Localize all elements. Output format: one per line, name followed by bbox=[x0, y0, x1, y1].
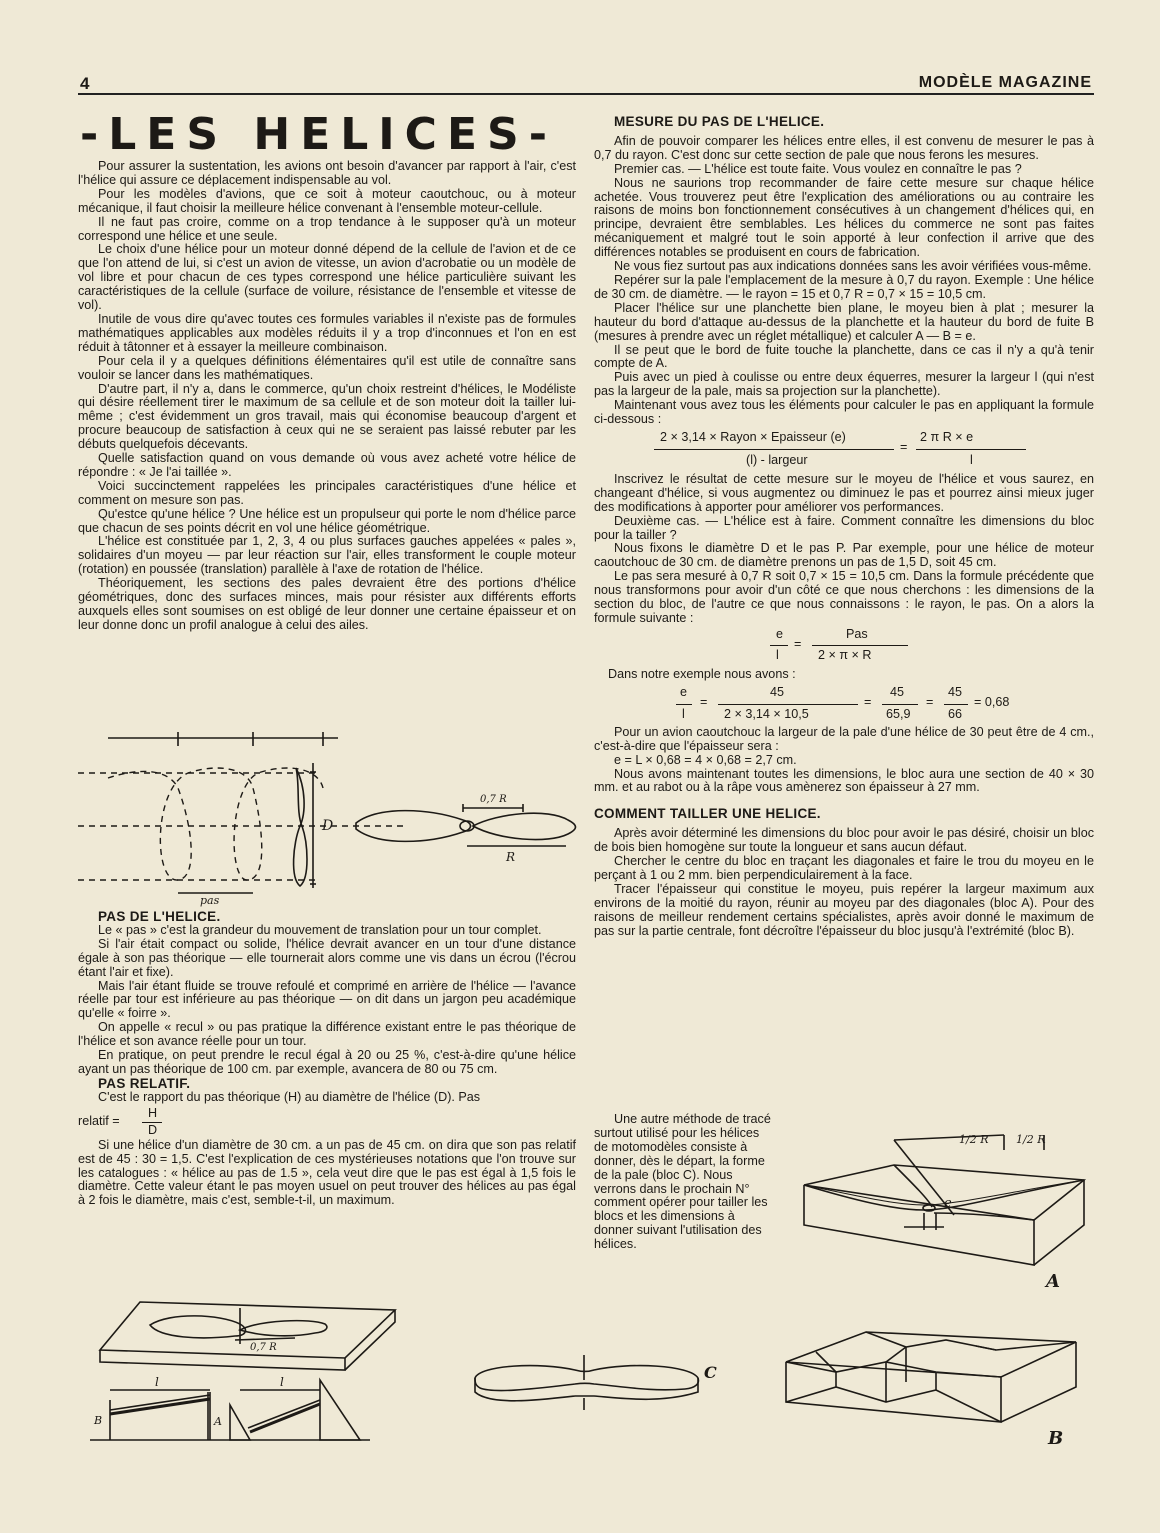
paragraph: Il ne faut pas croire, comme on a trop tendance à le supposer qu'à un moteur correspond une hélice et une seule. bbox=[78, 214, 576, 243]
tailler-wrap-text: Une autre méthode de tracé surtout utilisé pour les hélices de motomodèles consiste à donner, dès le départ, la forme de la pale (bloc C). Nous verrons dans le prochain N° comment opérer pour tailler les blocs et les dimensions à donner suivant l'utilisation des hélices. bbox=[594, 1112, 771, 1252]
magazine-name: MODÈLE MAGAZINE bbox=[918, 74, 1092, 91]
formula-example: e l = 45 2 × 3,14 × 10,5 = 45 65,9 = 45 66 = 0,68 bbox=[594, 684, 1094, 724]
mesure-paragraphs-3 bbox=[594, 726, 1094, 796]
relatif-den: D bbox=[148, 1122, 158, 1137]
paragraph: Mais l'air étant fluide se trouve refoulé et comprimé en arrière de l'hélice — l'avance réelle par tour est inférieure au pas théorique — on dit dans un jargon peu académique qu'elle « foirre ». bbox=[78, 978, 576, 1021]
paragraph: Théoriquement, les sections des pales devraient être des portions d'hélice géométriques, donc des surfaces minces, mais pour résister aux différents efforts auxquels elles sont soumises on est obligé de leur donner une certaine épaisseur et on leur donne donc un profil analogue à celui des ailes. bbox=[78, 576, 576, 632]
mesure-paragraphs bbox=[594, 135, 1094, 427]
paragraph: On appelle « recul » ou pas pratique la différence existant entre le pas théorique de l'hélice et son avance réelle pour un tour. bbox=[78, 1020, 576, 1049]
left-column-lower bbox=[78, 910, 576, 1208]
figure-block-a bbox=[784, 1125, 1094, 1300]
paragraph: Pour cela il y a quelques définitions élémentaires qu'il est utile de connaître sans vouloir se lancer dans les mathématiques. bbox=[78, 353, 576, 382]
left-column bbox=[78, 160, 576, 633]
label-r: R bbox=[506, 850, 516, 864]
relatif-formula bbox=[78, 1107, 576, 1137]
paragraph: Pour les modèles d'avions, que ce soit à moteur caoutchouc, ou à moteur mécanique, il faut choisir la meilleure hélice convenant à l'ensemble moteur-cellule. bbox=[78, 186, 576, 215]
paragraph: e = L × 0,68 = 4 × 0,68 = 2,7 cm. bbox=[614, 752, 797, 767]
figure-blade-shape bbox=[470, 1350, 730, 1430]
pas-paragraphs bbox=[78, 924, 576, 1077]
paragraph: Si l'air était compact ou solide, l'hélice devrait avancer en un tour d'une distance égale à son pas théorique — elle tournerait alors comme une vis dans un écrou (l'écrou étant l'air et fixe). bbox=[78, 936, 576, 979]
intro-paragraphs bbox=[78, 160, 576, 633]
right-column bbox=[594, 115, 1094, 939]
paragraph: Il se peut que le bord de fuite touche la planchette, dans ce cas il n'y a qu'à tenir compte de A. bbox=[594, 342, 1094, 371]
exemple-line: Dans notre exemple nous avons : bbox=[608, 666, 796, 681]
paragraph: Après avoir déterminé les dimensions du bloc pour avoir le pas désiré, choisir un bloc de bois bien homogène sur toute la longueur et sans aucun défaut. bbox=[594, 826, 1094, 855]
label-bottom-a: A bbox=[214, 1415, 222, 1428]
article-title: -LES HELICES- bbox=[80, 109, 557, 160]
tailler-paragraphs bbox=[594, 827, 1094, 938]
paragraph: Pour un avion caoutchouc la largeur de la pale d'une hélice de 30 peut être de 4 cm., c'est-à-dire que l'épaisseur sera : bbox=[594, 724, 1094, 753]
paragraph: Premier cas. — L'hélice est toute faite. Vous voulez en connaître le pas ? bbox=[614, 161, 1022, 176]
paragraph: Tracer l'épaisseur qui constitue le moyeu, puis repérer la largeur maximum aux environs de la moitié du rayon, réunir au moyeu par des diagonales (bloc A). Pour des raisons de meilleur rendement certains spécialistes, après avoir donné le maximum de pas sur la partie centrale, font décroître l'épaisseur du bloc jusqu'à l'extrémité (bloc B). bbox=[594, 881, 1094, 938]
paragraph: Le pas sera mesuré à 0,7 R soit 0,7 × 15 = 10,5 cm. Dans la formule précédente que nous transformons pour avoir d'un côté ce que nous cherchons : les dimensions de la section du bloc, de l'autre ce que nous connaissons : le rayon, le pas. On a alors la formule suivante : bbox=[594, 569, 1094, 625]
paragraph: Afin de pouvoir comparer les hélices entre elles, il est convenu de mesurer le pas à 0,7 du rayon. C'est donc sur cette section de pale que nous ferons les mesures. bbox=[594, 133, 1094, 162]
label-bottom-07r: 0,7 R bbox=[250, 1342, 277, 1353]
relatif-line: C'est le rapport du pas théorique (H) au diamètre de l'hélice (D). Pas bbox=[98, 1089, 481, 1104]
label-bottom-l: l bbox=[155, 1375, 159, 1389]
paragraph: Inscrivez le résultat de cette mesure sur le moyeu de l'hélice et vous saurez, en changeant d'hélice, si vous augmentez ou diminuez le pas et pourrez ainsi mieux juger des modifications à apporter pour améliorer vos performances. bbox=[594, 471, 1094, 514]
label-half-r-2: 1/2 R bbox=[1016, 1133, 1046, 1146]
paragraph: Ne vous fiez surtout pas aux indications données sans les avoir vérifiées vous-même. bbox=[614, 259, 1092, 274]
formula-pitch: 2 × 3,14 × Rayon × Epaisseur (e) (l) - largeur = 2 π R × e l bbox=[594, 429, 1094, 471]
paragraph: En pratique, on peut prendre le recul égal à 20 ou 25 %, c'est-à-dire qu'une hélice ayant un pas théorique de 100 cm. par exemple, avancera de 80 ou 75 cm. bbox=[78, 1048, 576, 1076]
label-d: D bbox=[322, 818, 334, 834]
relatif-paragraph: Si une hélice d'un diamètre de 30 cm. a un pas de 45 cm. on dira que son pas relatif est de 45 : 30 = 1,5. C'est l'explication de ces mystérieuses notations que l'on trouve sur les catalogues : « hélice au pas de 1.5 », cela veut dire que le pas est égal à 1,5 fois le diamètre. Cette valeur étant le pas moyen usuel on peut trouver des hélices au pas égal à 2 fois le diamètre, mais c'est, semble-t-il, un maximum. bbox=[78, 1137, 576, 1208]
label-half-r-1: 1/2 R bbox=[959, 1133, 989, 1146]
paragraph: Quelle satisfaction quand on vous demande où vous avez acheté votre hélice de répondre : « Je l'ai taillée ». bbox=[78, 451, 576, 479]
paragraph: Placer l'hélice sur une planchette bien plane, le moyeu bien à plat ; mesurer la hauteur du bord d'attaque au-dessus de la planchette et la hauteur du bord de fuite B (mesures à prendre avec un réglet métallique) et calculer A — B = e. bbox=[594, 300, 1094, 343]
label-block-a: A bbox=[1046, 1271, 1060, 1292]
mesure-paragraphs-2 bbox=[594, 473, 1094, 626]
paragraph: Pour assurer la sustentation, les avions ont besoin d'avancer par rapport à l'air, c'est l'hélice qui assure ce déplacement indispensable au vol. bbox=[78, 159, 576, 187]
tailler-heading: COMMENT TAILLER UNE HELICE. bbox=[594, 806, 821, 822]
header-rule bbox=[78, 93, 1094, 95]
paragraph: Deuxième cas. — L'hélice est à faire. Comment connaître les dimensions du bloc pour la tailler ? bbox=[594, 513, 1094, 542]
figure-measuring-setup bbox=[90, 1300, 400, 1450]
figure-helix-path bbox=[78, 728, 578, 908]
svg-text:l: l bbox=[280, 1375, 284, 1389]
paragraph: Nous fixons le diamètre D et le pas P. Par exemple, pour une hélice de moteur caoutchouc de 30 cm. de diamètre prenons un pas de 1,5 D, soit 45 cm. bbox=[594, 541, 1094, 570]
label-block-b: B bbox=[1048, 1428, 1064, 1449]
paragraph: Le choix d'une hélice pour un moteur donné dépend de la cellule de l'avion et de ce que l'on attend de lui, si c'est un avion de vitesse, un avion d'acrobatie ou un modèle de vol libre et pour chacun de ces types correspond une hélice particulière suivant les caractéristiques de la cellule (surface de voilure, résistance de l'ensemble et vitesse de vol). bbox=[78, 242, 576, 313]
paragraph: L'hélice est constituée par 1, 2, 3, 4 ou plus surfaces gauches appelées « pales », solidaires d'un moyeu — par leur réaction sur l'air, elles transforment le couple moteur (rotation) en poussée (translation) parallèle à l'axe de rotation de l'hélice. bbox=[78, 534, 576, 577]
formula-section: e l = Pas 2 × π × R bbox=[594, 628, 1094, 666]
relatif-num: H bbox=[148, 1105, 158, 1120]
page-number: 4 bbox=[80, 74, 90, 93]
label-pas: pas bbox=[200, 894, 220, 907]
paragraph: Maintenant vous avez tous les éléments pour calculer le pas en appliquant la formule ci-dessous : bbox=[594, 398, 1094, 427]
relatif-heading: PAS RELATIF. bbox=[98, 1075, 191, 1091]
paragraph: Repérer sur la pale l'emplacement de la mesure à 0,7 du rayon. Exemple : Une hélice de 30 cm. de diamètre. — le rayon = 15 et 0,7 R = 0,7 × 15 = 10,5 cm. bbox=[594, 272, 1094, 301]
paragraph: Nous avons maintenant toutes les dimensions, le bloc aura une section de 40 × 30 mm. et au rabot ou à la râpe vous amènerez son épaisseur à 27 mm. bbox=[594, 766, 1094, 795]
paragraph: Puis avec un pied à coulisse ou entre deux équerres, mesurer la largeur l (qui n'est pas la largeur de la pale, mais sa projection sur la planchette). bbox=[594, 370, 1094, 399]
paragraph: Inutile de vous dire qu'avec toutes ces formules variables il n'existe pas de formules mathématiques applicables aux modèles réduits il y a trop d'inconnues et l'on en est réduit à tâtonner et à essayer la meilleure combinaison. bbox=[78, 311, 576, 354]
label-bottom-b: B bbox=[94, 1414, 103, 1427]
figure-block-b bbox=[776, 1322, 1086, 1452]
mesure-heading: MESURE DU PAS DE L'HELICE. bbox=[614, 114, 825, 129]
label-07r: 0,7 R bbox=[480, 794, 507, 805]
pas-heading: PAS DE L'HELICE. bbox=[98, 909, 221, 924]
paragraph: Qu'estce qu'une hélice ? Une hélice est un propulseur qui porte le nom d'hélice parce que chacun de ses points décrit en vol une hélice géométrique. bbox=[78, 506, 576, 535]
paragraph: Nous ne saurions trop recommander de faire cette mesure sur chaque hélice achetée. Vous trouverez peut être l'explication des améliorations ou au contraire les raisons de moins bon fonctionnement consécutives à un changement d'hélices qui, en principe, devraient être semblables. Les hélices du commerce ne sont pas faites mécaniquement et malgré tout le soin apporté à leur confection il arrive que des différences notables se produisent en cours de fabrication. bbox=[594, 175, 1094, 260]
label-e: e bbox=[944, 1196, 952, 1211]
paragraph: Voici succinctement rappelées les principales caractéristiques d'une hélice et comment on mesure son pas. bbox=[78, 478, 576, 507]
paragraph: Chercher le centre du bloc en traçant les diagonales et faire le trou du moyeu en le perçant à 1 ou 2 mm. bien perpendiculairement à la face. bbox=[594, 854, 1094, 882]
label-block-c: C bbox=[704, 1363, 717, 1382]
relatif-prefix: relatif = bbox=[78, 1113, 120, 1128]
paragraph: Le « pas » c'est la grandeur du mouvement de translation pour un tour complet. bbox=[98, 922, 542, 937]
paragraph: D'autre part, il n'y a, dans le commerce, qu'un choix restreint d'hélices, le Modéliste qui désire réellement tirer le maximum de sa cellule et de son moteur doit la tailler lui-même ; c'est évidemment un gros travail, mais qui économise beaucoup d'argent et procure beaucoup de satisfaction à ceux qui ne se seraient pas laissé rebuter par les débuts quelquefois décevants. bbox=[78, 381, 576, 452]
